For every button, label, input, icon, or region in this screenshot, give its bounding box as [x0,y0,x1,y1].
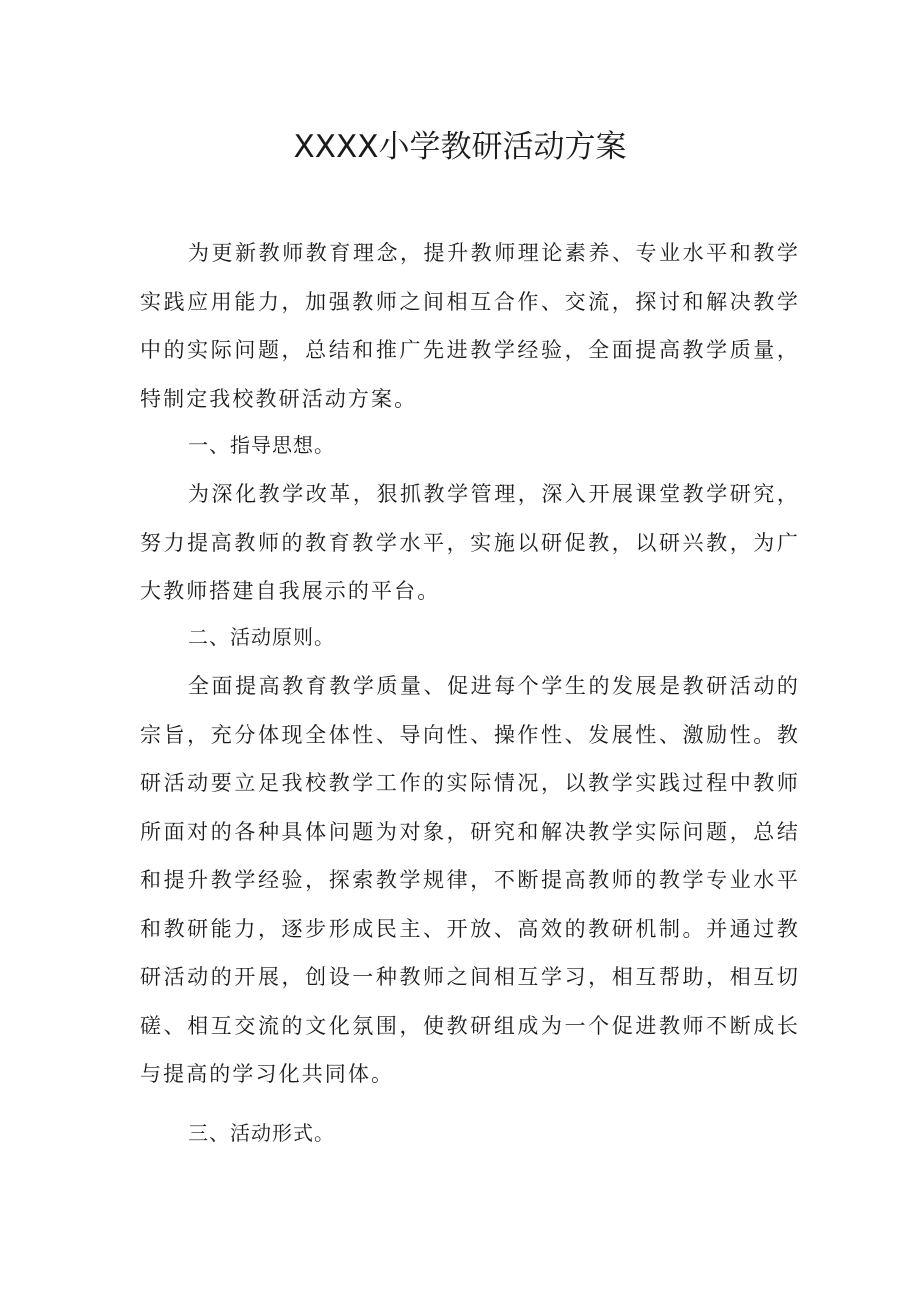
section-body-activity-principles: 全面提高教育教学质量、促进每个学生的发展是教研活动的宗旨，充分体现全体性、导向性、操作性、发展性、激励性。教研活动要立足我校教学工作的实际情况，以教学实践过程中教师所面对的各种具体问题为对象，研究和解决教学实际问题，总结和提升教学经验，探索教学规律，不断提高教师的教学专业水平和教研能力，逐步形成民主、开放、高效的教研机制。并通过教研活动的开展，创设一种教师之间相互学习，相互帮助，相互切磋、相互交流的文化氛围，使教研组成为一个促进教师不断成长与提高的学习化共同体。 [140,674,800,1086]
section-body-guiding-ideology: 为深化教学改革，狠抓教学管理，深入开展课堂教学研究，努力提高教师的教育教学水平，实施以研促教，以研兴教，为广大教师搭建自我展示的平台。 [140,482,800,603]
section-heading-guiding-ideology: 一、指导思想。 [188,433,335,457]
intro-paragraph: 为更新教师教育理念，提升教师理论素养、专业水平和教学实践应用能力，加强教师之间相互合作、交流，探讨和解决教学中的实际问题，总结和推广先进教学经验，全面提高教学质量，特制定我校教研活动方案。 [140,241,800,411]
section-heading-activity-forms: 三、活动形式。 [188,1121,335,1145]
section-heading-activity-principles: 二、活动原则。 [188,625,335,649]
document-title: XXXX小学教研活动方案 [293,129,627,165]
